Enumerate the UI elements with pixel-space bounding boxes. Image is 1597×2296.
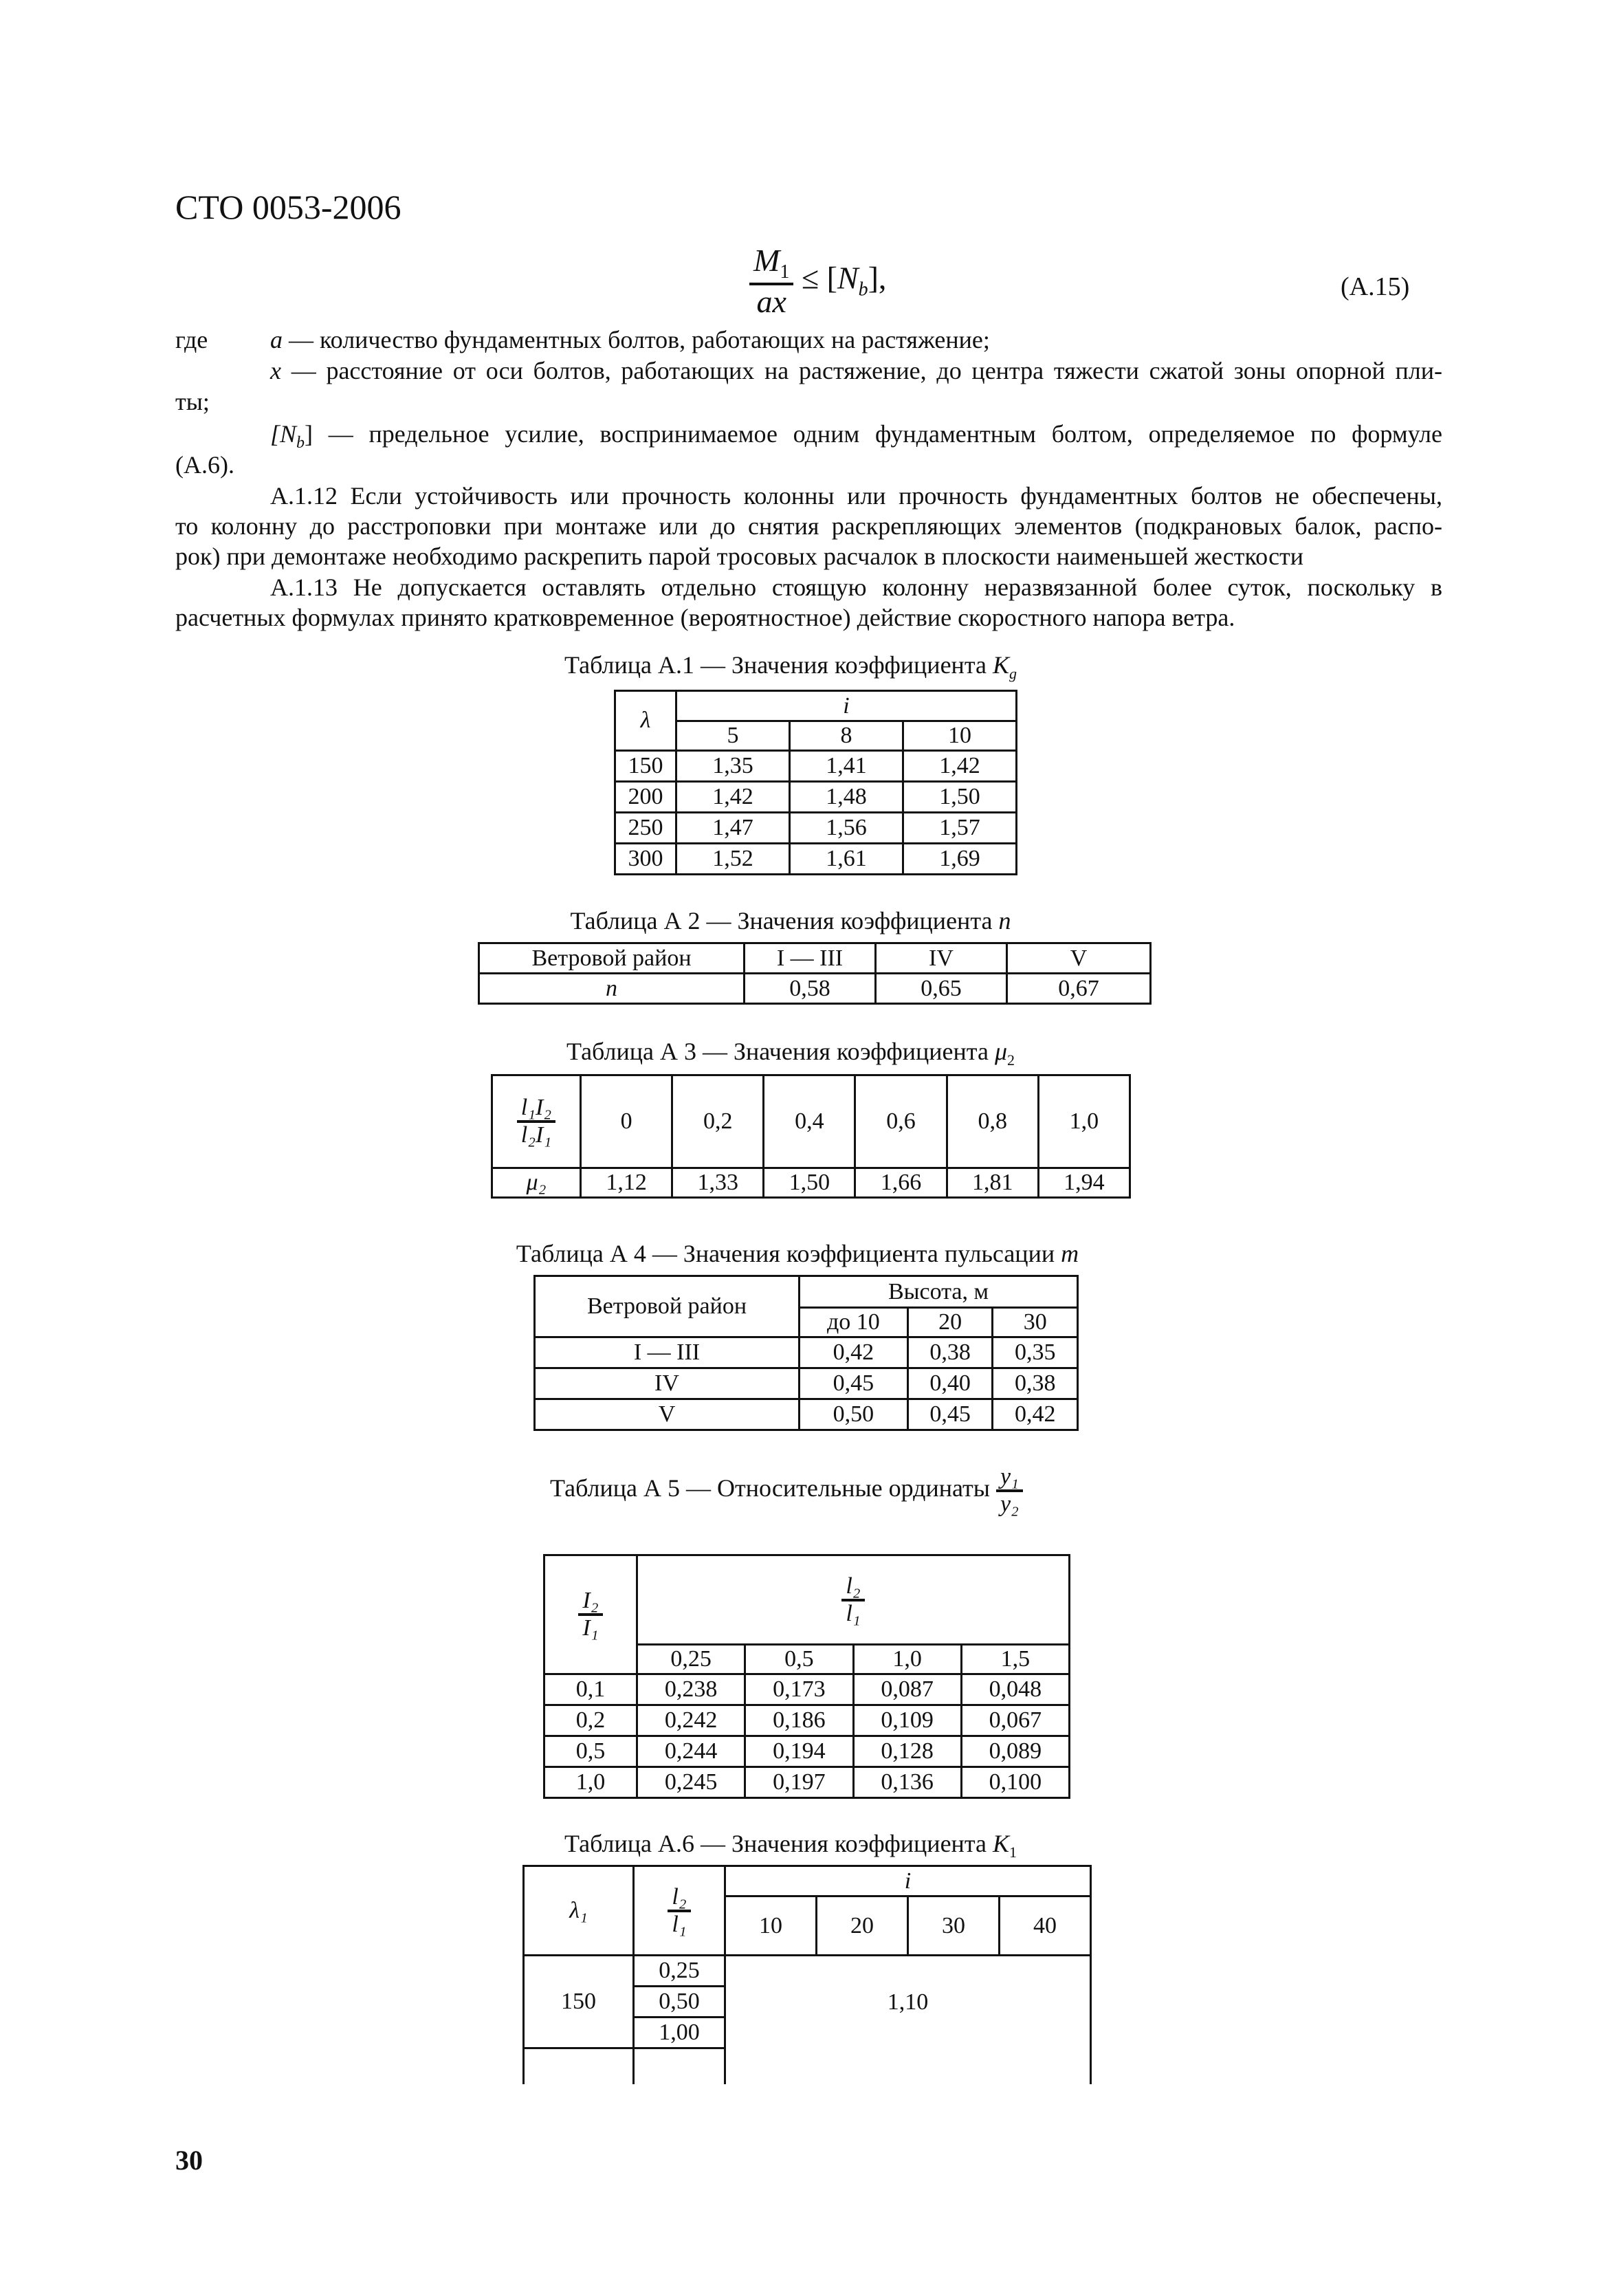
table-cell: 1,47 bbox=[676, 813, 790, 844]
table-cell: 0,40 bbox=[907, 1368, 993, 1399]
table-row bbox=[479, 974, 1151, 1004]
table3-caption: Таблица А 3 — Значения коэффициента $\mu_2$ bbox=[566, 1038, 1015, 1069]
table2-row-head: Ветровой район bbox=[479, 943, 745, 974]
table-cell: 0,5 bbox=[544, 1736, 637, 1767]
table6-caption: Таблица А.6 — Значения коэффициента $K_1$ bbox=[564, 1830, 1017, 1861]
table-cell: 0,58 bbox=[745, 974, 876, 1004]
table4-caption: Таблица А 4 — Значения коэффициента пульсации m bbox=[516, 1240, 1079, 1267]
table3-col: 1,0 bbox=[1038, 1075, 1130, 1168]
where-a: a — количество фундаментных болтов, работающих на растяжение; bbox=[270, 326, 990, 353]
table2-col: IV bbox=[876, 943, 1007, 974]
table6-col: 10 bbox=[725, 1896, 817, 1956]
table-row bbox=[535, 1399, 1078, 1430]
table-cell: 0,197 bbox=[745, 1767, 853, 1798]
table-cell: 0,1 bbox=[544, 1674, 637, 1705]
table-cell bbox=[634, 2048, 725, 2084]
table-row bbox=[544, 1736, 1070, 1767]
table-cell: 1,56 bbox=[790, 813, 903, 844]
table1-row-head: λ bbox=[615, 691, 676, 751]
table4-col: 20 bbox=[907, 1308, 993, 1337]
table-cell bbox=[725, 2048, 1091, 2084]
table-cell: 0,50 bbox=[800, 1399, 908, 1430]
table5-row-head: $\frac{\text{I₂}}{\text{I₁}}$ bbox=[544, 1555, 637, 1674]
table-cell: 0,245 bbox=[637, 1767, 745, 1798]
table1-col: 5 bbox=[676, 721, 790, 751]
table-cell: 300 bbox=[615, 844, 676, 875]
table-cell: μ₂ bbox=[492, 1168, 581, 1198]
table-cell: 0,089 bbox=[961, 1736, 1069, 1767]
table-cell: 0,173 bbox=[745, 1674, 853, 1705]
table-cell: 1,61 bbox=[790, 844, 903, 875]
table4-col: 30 bbox=[993, 1308, 1078, 1337]
table1-col-group: i bbox=[676, 691, 1017, 721]
table-cell: 0,25 bbox=[634, 1956, 725, 1987]
page-number: 30 bbox=[175, 2145, 203, 2176]
table-cell: 0,100 bbox=[961, 1767, 1069, 1798]
table-row bbox=[544, 1767, 1070, 1798]
table3-col: 0,4 bbox=[764, 1075, 855, 1168]
table6-col: 20 bbox=[817, 1896, 908, 1956]
table-cell: 1,00 bbox=[634, 2018, 725, 2048]
table-cell: 0,194 bbox=[745, 1736, 853, 1767]
table1-col: 8 bbox=[790, 721, 903, 751]
where-x-cont: ты; bbox=[175, 388, 210, 415]
table-cell: 1,42 bbox=[676, 782, 790, 813]
table-row bbox=[544, 1674, 1070, 1705]
table-cell: 1,66 bbox=[855, 1168, 947, 1198]
table-cell: 0,45 bbox=[800, 1368, 908, 1399]
table2-col: V bbox=[1007, 943, 1151, 974]
table-a6 bbox=[522, 1865, 1092, 2084]
table-a1 bbox=[614, 690, 1017, 875]
table-cell: 1,50 bbox=[903, 782, 1017, 813]
table5-col: 1,5 bbox=[961, 1645, 1069, 1674]
table-cell: 1,69 bbox=[903, 844, 1017, 875]
table-row bbox=[535, 1368, 1078, 1399]
table6-head-lambda: λ₁ bbox=[524, 1866, 634, 1956]
table-cell: 1,10 bbox=[725, 1956, 1091, 2048]
table3-head: $\frac{\text{l₁I₂}}{\text{l₂I₁}}$ bbox=[492, 1075, 581, 1168]
table5-col: 0,5 bbox=[745, 1645, 853, 1674]
table-cell: 0,136 bbox=[853, 1767, 961, 1798]
table-cell: 1,57 bbox=[903, 813, 1017, 844]
table-row bbox=[492, 1168, 1130, 1198]
table-a3 bbox=[491, 1074, 1131, 1199]
table-a2 bbox=[478, 942, 1152, 1005]
table-cell bbox=[524, 2048, 634, 2084]
table-cell: 1,42 bbox=[903, 751, 1017, 782]
where-word: где bbox=[175, 326, 208, 353]
formula-label: (А.15) bbox=[1341, 272, 1410, 301]
table-cell: 1,81 bbox=[947, 1168, 1038, 1198]
table-row bbox=[544, 1705, 1070, 1736]
table-cell: 0,242 bbox=[637, 1705, 745, 1736]
table-cell: 0,67 bbox=[1007, 974, 1151, 1004]
table4-col: до 10 bbox=[800, 1308, 908, 1337]
table3-col: 0,2 bbox=[672, 1075, 764, 1168]
table-cell: 0,067 bbox=[961, 1705, 1069, 1736]
where-nb-cont: (А.6). bbox=[175, 451, 234, 479]
table4-row-head: Ветровой район bbox=[535, 1276, 800, 1337]
document-code: СТО 0053-2006 bbox=[175, 188, 401, 226]
table-cell: 1,50 bbox=[764, 1168, 855, 1198]
table-cell: 200 bbox=[615, 782, 676, 813]
formula-fraction: $\frac{M_1}{ax}$ bbox=[749, 244, 793, 318]
table-cell: 0,50 bbox=[634, 1987, 725, 2018]
table-cell: 150 bbox=[524, 1956, 634, 2048]
table-cell: 0,048 bbox=[961, 1674, 1069, 1705]
table-cell: I — III bbox=[535, 1337, 800, 1368]
table-cell: 0,244 bbox=[637, 1736, 745, 1767]
table-cell: 1,94 bbox=[1038, 1168, 1130, 1198]
table2-col: I — III bbox=[745, 943, 876, 974]
para-a112-line1: А.1.12 Если устойчивость или прочность колонны или прочность фундаментных болтов не обеспечены, bbox=[270, 482, 1442, 510]
table-cell: 1,35 bbox=[676, 751, 790, 782]
table-cell: 0,42 bbox=[993, 1399, 1078, 1430]
para-a112-line3: рок) при демонтаже необходимо раскрепить парой тросовых расчалок в плоскости наименьшей жесткости bbox=[175, 543, 1304, 570]
table-cell: 1,41 bbox=[790, 751, 903, 782]
table-cell: 1,52 bbox=[676, 844, 790, 875]
table-a4 bbox=[533, 1275, 1079, 1431]
table-cell: 0,238 bbox=[637, 1674, 745, 1705]
table6-col: 30 bbox=[908, 1896, 1000, 1956]
table-row bbox=[535, 1337, 1078, 1368]
table-cell: V bbox=[535, 1399, 800, 1430]
table-cell: IV bbox=[535, 1368, 800, 1399]
table-cell: 0,35 bbox=[993, 1337, 1078, 1368]
table3-col: 0,6 bbox=[855, 1075, 947, 1168]
para-a113-line1: А.1.13 Не допускается оставлять отдельно стоящую колонну неразвязанной более суток, поскольку в bbox=[270, 573, 1442, 601]
table-cell: 0,186 bbox=[745, 1705, 853, 1736]
table-cell: 0,45 bbox=[907, 1399, 993, 1430]
table-cell: 0,109 bbox=[853, 1705, 961, 1736]
table1-caption: Таблица А.1 — Значения коэффициента $K_g$ bbox=[564, 651, 1017, 683]
formula-a15: $\frac{M_1}{ax}$ ≤ $[N_b]$, bbox=[749, 244, 886, 318]
table-cell: 150 bbox=[615, 751, 676, 782]
where-nb: $[N_b]$ — предельное усилие, воспринимаемое одним фундаментным болтом, определяемое по формуле bbox=[270, 420, 1442, 452]
table-cell: 1,12 bbox=[581, 1168, 672, 1198]
table-row bbox=[615, 844, 1017, 875]
table-cell: 0,65 bbox=[876, 974, 1007, 1004]
table5-col: 1,0 bbox=[853, 1645, 961, 1674]
para-a113-line2: расчетных формулах принято кратковременное (вероятностное) действие скоростного напора ветра. bbox=[175, 604, 1235, 631]
table-cell: 1,48 bbox=[790, 782, 903, 813]
table5-col-head: $\frac{\text{l₂}}{\text{l₁}}$ bbox=[637, 1555, 1070, 1645]
table6-col: 40 bbox=[1000, 1896, 1091, 1956]
table-cell: 250 bbox=[615, 813, 676, 844]
para-a112-line2: то колонну до расстроповки при монтаже или до снятия раскрепляющих элементов (подкрановых балок, распо- bbox=[175, 512, 1442, 540]
table-row bbox=[615, 751, 1017, 782]
table3-col: 0 bbox=[581, 1075, 672, 1168]
table6-col-group: i bbox=[725, 1866, 1091, 1896]
table5-caption: Таблица А 5 — Относительные ординаты $\frac{\text{y₁}}{\text{y₂}}$ bbox=[550, 1465, 1023, 1516]
table-cell: n bbox=[479, 974, 745, 1004]
table-cell: 0,2 bbox=[544, 1705, 637, 1736]
table-cell: 0,42 bbox=[800, 1337, 908, 1368]
table-row bbox=[615, 813, 1017, 844]
table-cell: 0,38 bbox=[993, 1368, 1078, 1399]
table2-caption: Таблица А 2 — Значения коэффициента n bbox=[570, 907, 1011, 934]
where-x: x — расстояние от оси болтов, работающих на растяжение, до центра тяжести сжатой зоны опорной пли- bbox=[270, 357, 1442, 384]
table-row bbox=[524, 1956, 1091, 1987]
table-a5 bbox=[543, 1554, 1070, 1799]
table3-col: 0,8 bbox=[947, 1075, 1038, 1168]
table-row bbox=[615, 782, 1017, 813]
table1-col: 10 bbox=[903, 721, 1017, 751]
table5-col: 0,25 bbox=[637, 1645, 745, 1674]
table-cell: 0,087 bbox=[853, 1674, 961, 1705]
table6-head-ratio: $\frac{\text{l₂}}{\text{l₁}}$ bbox=[634, 1866, 725, 1956]
table-cell: 1,33 bbox=[672, 1168, 764, 1198]
table-cell: 0,128 bbox=[853, 1736, 961, 1767]
table-cell: 0,38 bbox=[907, 1337, 993, 1368]
table4-col-group: Высота, м bbox=[800, 1276, 1078, 1308]
table-cell: 1,0 bbox=[544, 1767, 637, 1798]
